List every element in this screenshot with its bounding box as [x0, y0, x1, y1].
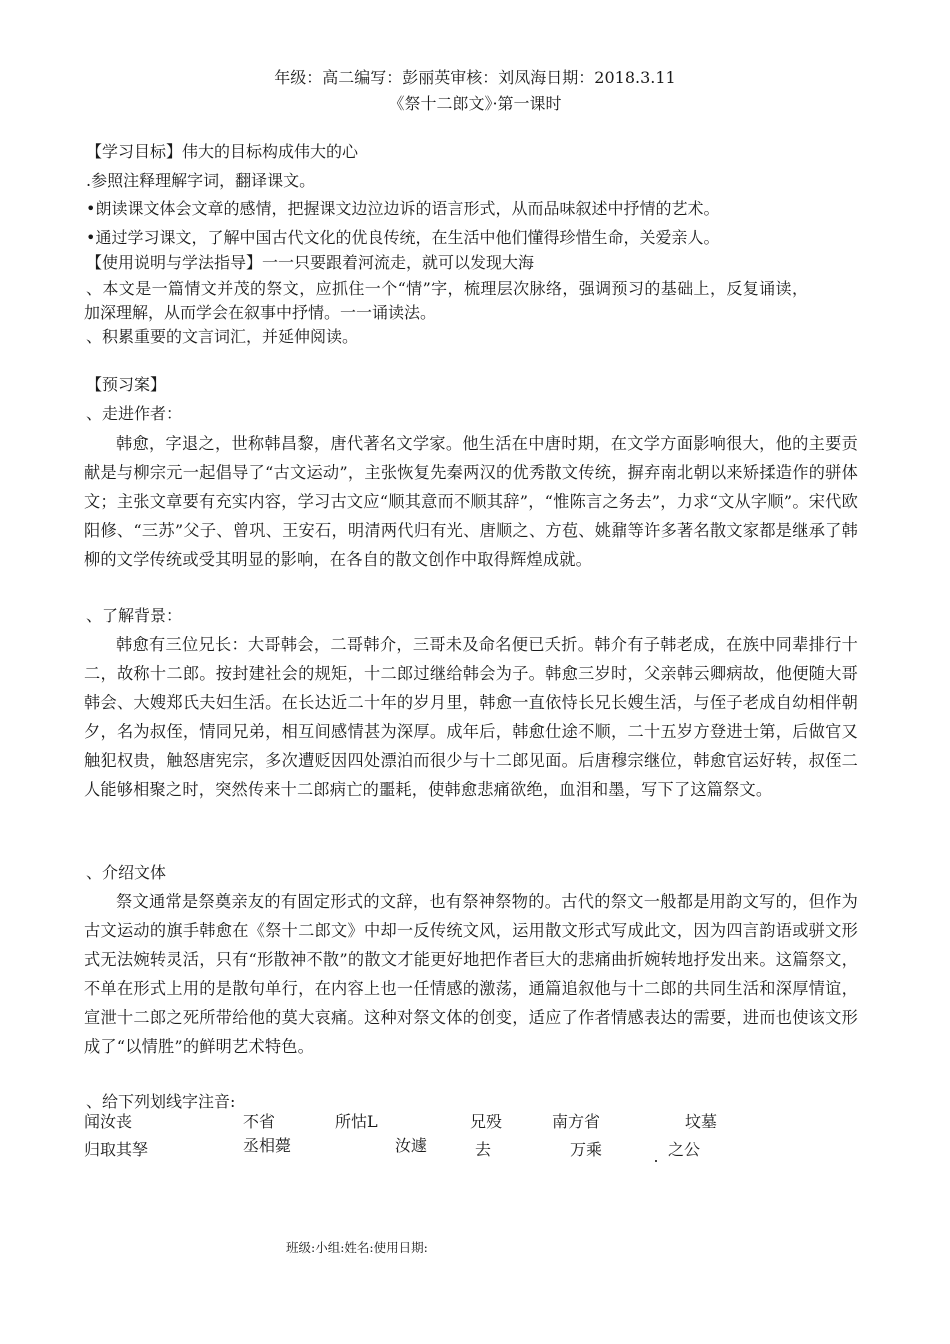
objective-item-1: .参照注释理解字词，翻译课文。 [86, 171, 316, 190]
phonetic-word: 归取其孥 [84, 1140, 149, 1159]
phonetic-word: 南方省 [552, 1112, 601, 1131]
phonetic-word: 所怙L [335, 1112, 378, 1131]
section-genre-text: 祭文通常是祭奠亲友的有固定形式的文辞，也有祭神祭物的。古代的祭文一般都是用韵文写的，但作为古文运动的旗手韩愈在《祭十二郎文》中却一反传统文风，运用散文形式写成此文，因为四言韵语或骈文形式无法婉转灵活，只有“形散神不散”的散文才能更好地把作者巨大的悲痛曲折婉转地抒发出来。这篇祭文，不单在形式上用的是散句单行，在内容上也一任情感的激荡，通篇追叙他与十二郎的共同生活和深厚情谊，宣泄十二郎之死所带给他的莫大哀痛。这种对祭文体的创变，适应了作者情感表达的需要，进而也使该文形成了“以情胜”的鲜明艺术特色。 [84, 892, 858, 1056]
phonetic-word: 不省 [243, 1112, 276, 1131]
phonetic-word: 之公 [668, 1140, 701, 1159]
phonetic-word: 闻汝丧 [84, 1112, 133, 1131]
objective-item-2: •朗读课文体会文章的感情，把握课文边泣边诉的语言形式，从而品味叙述中抒情的艺术。 [86, 199, 720, 218]
section-author-text: 韩愈，字退之，世称韩昌黎，唐代著名文学家。他生活在中唐时期，在文学方面影响很大，他的主要贡献是与柳宗元一起倡导了“古文运动”，主张恢复先秦两汉的优秀散文传统，摒弃南北朝以来矫揉造作的骈体文；主张文章要有充实内容，学习古文应“顺其意而不顺其辞”，“惟陈言之务去”，力求“文从字顺”。宋代欧阳修、“三苏”父子、曾巩、王安石，明清两代归有光、唐顺之、方苞、姚鼐等许多著名散文家都是继承了韩柳的文学传统或受其明显的影响，在各自的散文创作中取得辉煌成就。 [84, 434, 858, 569]
instruction-item-1-line-2: 加深理解，从而学会在叙事中抒情。一一诵读法。 [84, 303, 437, 322]
section-genre-title: 、介绍文体 [86, 863, 167, 882]
instruction-item-1-line-1: 、本文是一篇情文并茂的祭文，应抓住一个“情”字，梳理层次脉络，强调预习的基础上，反复诵读， [86, 279, 809, 298]
preview-heading: 【预习案】 [86, 375, 167, 394]
section-background-text: 韩愈有三位兄长：大哥韩会，二哥韩介，三哥未及命名便已夭折。韩介有子韩老成，在族中同辈排行十二，故称十二郎。按封建社会的规矩，十二郎过继给韩会为子。韩愈三岁时，父亲韩云卿病故，他便随大哥韩会、大嫂郑氏夫妇生活。在长达近二十年的岁月里，韩愈一直依恃长兄长嫂生活，与侄子老成自幼相伴朝夕，名为叔侄，情同兄弟，相互间感情甚为深厚。成年后，韩愈仕途不顺，二十五岁方登进士第，后做官又触犯权贵，触怒唐宪宗，多次遭贬因四处漂泊而很少与十二郎见面。后唐穆宗继位，韩愈官运好转，叔侄二人能够相聚之时，突然传来十二郎病亡的噩耗，使韩愈悲痛欲绝，血泪和墨，写下了这篇祭文。 [84, 635, 858, 799]
lesson-title: 《祭十二郎文》·第一课时 [388, 94, 562, 113]
section-phonetic-title: 、给下列划线字注音: [86, 1092, 236, 1111]
instructions-heading: 【使用说明与学法指导】一一只要跟着河流走，就可以发现大海 [86, 253, 535, 272]
section-author-title: 、走进作者： [86, 404, 183, 423]
objectives-heading: 【学习目标】伟大的目标构成伟大的心 [86, 142, 359, 161]
phonetic-word: 万乘 [570, 1140, 603, 1159]
phonetic-word: 汝遽 [395, 1136, 428, 1155]
stray-mark [655, 1160, 657, 1162]
phonetic-word: 坟墓 [685, 1112, 718, 1131]
footer-fields: 班级:小组:姓名:使用日期: [286, 1240, 428, 1255]
instruction-item-2: 、积累重要的文言词汇，并延伸阅读。 [86, 327, 359, 346]
phonetic-word: 兄殁 [470, 1112, 503, 1131]
section-background-title: 、了解背景： [86, 606, 183, 625]
phonetic-word: 去 [475, 1140, 492, 1159]
header-meta: 年级：高二编写：彭丽英审核：刘凤海日期：2018.3.11 [274, 68, 676, 87]
objective-item-3: •通过学习课文，了解中国古代文化的优良传统，在生活中他们懂得珍惜生命，关爱亲人。 [86, 228, 720, 247]
phonetic-word: 丞相薨 [243, 1136, 292, 1155]
